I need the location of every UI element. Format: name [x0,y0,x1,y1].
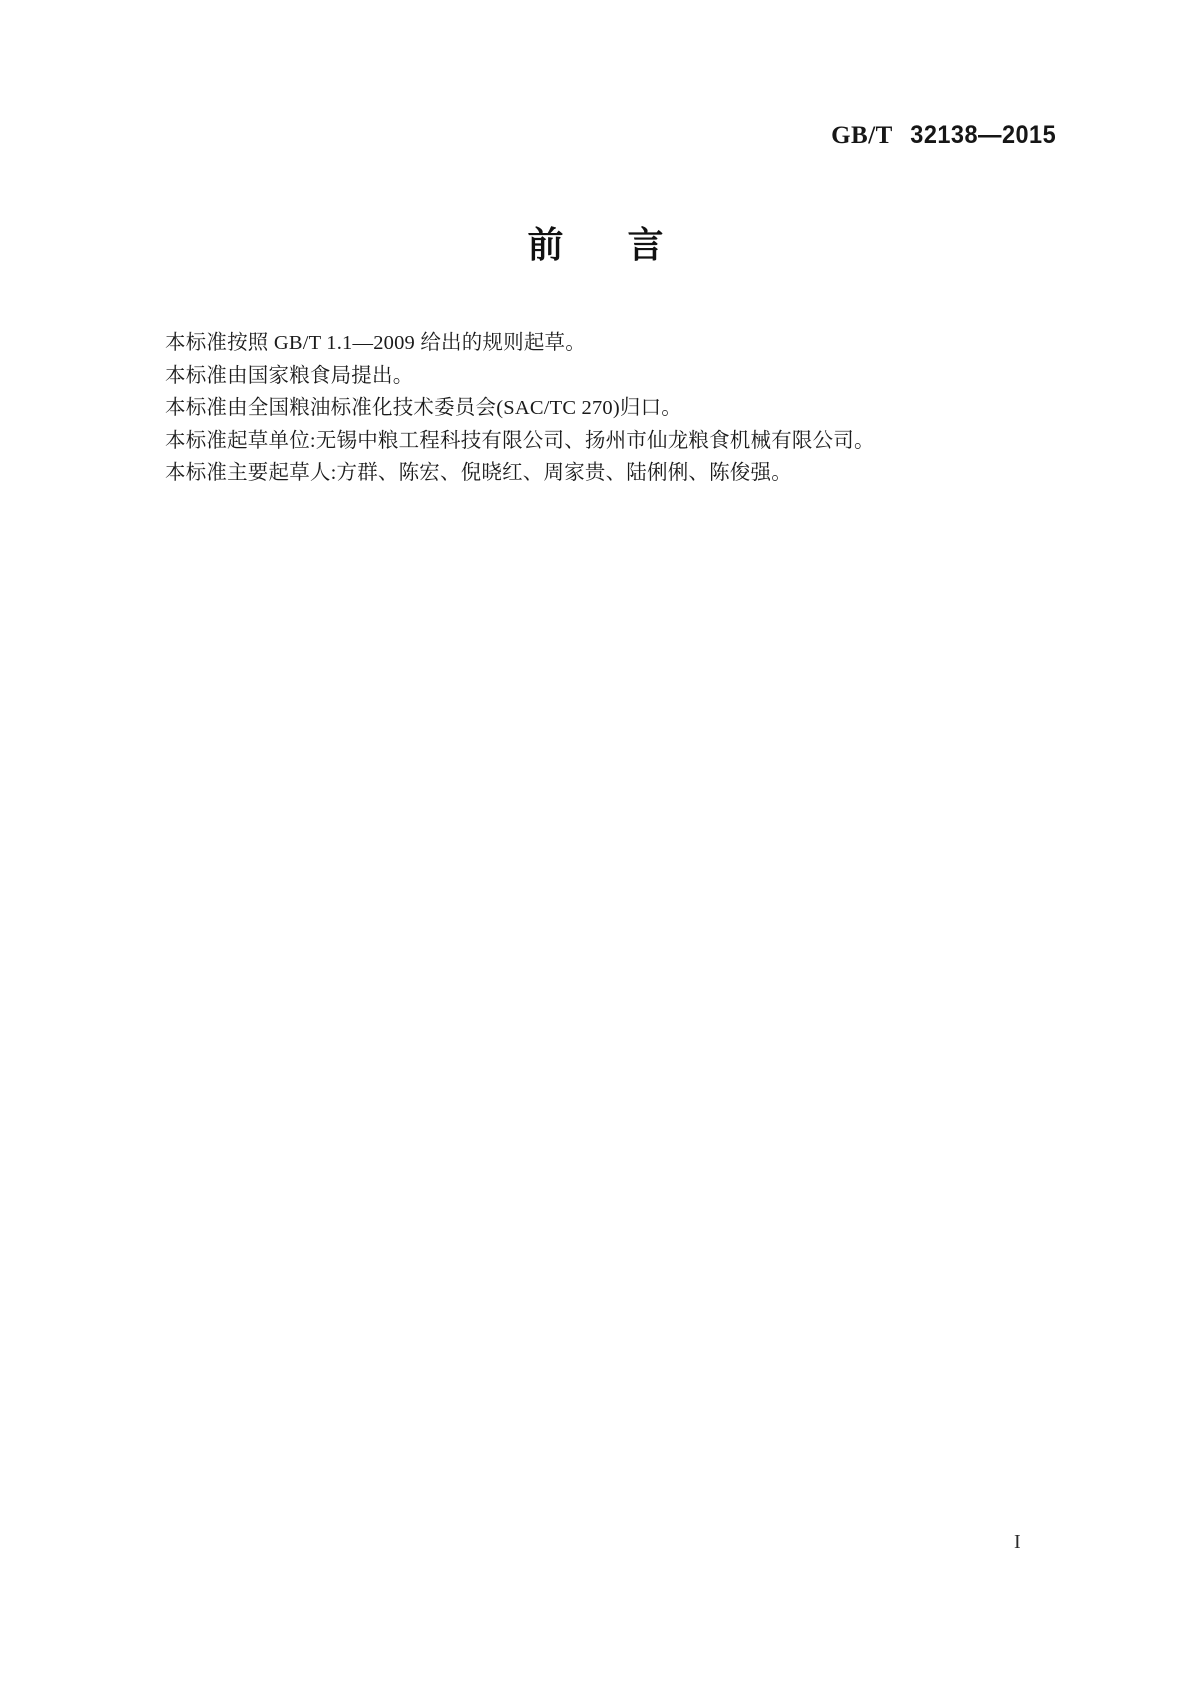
foreword-paragraph-centralized-by: 本标准由全国粮油标准化技术委员会(SAC/TC 270)归口。 [165,397,682,419]
page-title [0,224,1191,265]
standard-code-prefix: GB/T [831,122,893,149]
foreword-paragraph-proposed-by: 本标准由国家粮食局提出。 [165,364,414,387]
standard-code-number: 32138—2015 [910,121,1056,149]
foreword-paragraph-drafting-rules: 本标准按照 GB/T 1.1—2009 给出的规则起草。 [165,332,586,354]
standard-code-header [831,121,1056,150]
page-title-char-1: 前 [527,224,564,265]
foreword-body [165,327,1085,490]
foreword-paragraph-drafting-organizations: 本标准起草单位:无锡中粮工程科技有限公司、扬州市仙龙粮食机械有限公司。 [165,429,875,452]
page-title-char-2: 言 [627,224,664,265]
page-number: I [1014,1531,1021,1553]
foreword-paragraph-drafters: 本标准主要起草人:方群、陈宏、倪晓红、周家贵、陆俐俐、陈俊强。 [165,462,792,484]
